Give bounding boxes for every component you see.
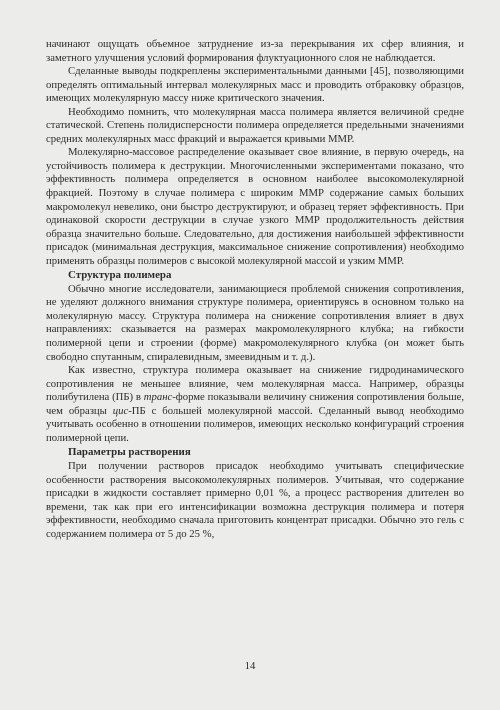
- paragraph-experimental-data: Сделанные выводы подкреплены экспериментальными данными [45], позволяющими определять оптимальный интервал молекулярных масс и проводить отбраковку образцов, имеющих молекулярную массу ниже критического значения.: [46, 65, 464, 105]
- paragraph-structure-influence: Обычно многие исследователи, занимающиеся проблемой снижения сопротивления, не уделяют должного внимания структуре полимера, ориентируясь в основном только на молекулярную массу. Структура полимера на снижение сопротивления влияет в двух направлениях: сказывается на размерах макромолекулярного клубка; на гибкости полимерной цепи и строении (форме) макромолекулярного клубка (он может быть свободно спутанным, спиралевидным, змеевидным и т. д.).: [46, 282, 464, 363]
- paragraph-molecular-mass: Необходимо помнить, что молекулярная масса полимера является величиной средне статической. Степень полидисперсности полимера определяется предельными значениями средних молекулярных масс фракций и выражается кривыми ММР.: [46, 105, 464, 145]
- paragraph-polybutylene: [46, 364, 464, 445]
- text-run: -ПБ с большей молекулярной массой. Сделанный вывод необходимо учитывать особенно в отношении полимеров, имеющих несколько конфигураций строения полимерной цепи.: [46, 404, 464, 444]
- page-body: [46, 38, 464, 541]
- text-run: Как известно, структура полимера оказывает на снижение гидродинамического сопротивления не меньшее влияние, чем молекулярная масса. Например, образцы полибутилена (ПБ) в: [46, 364, 464, 404]
- paragraph-dissolution: При получении растворов присадок необходимо учитывать специфические особенности растворения высокомолекулярных полимеров. Учитывая, что содержание присадки в жидкости составляет примерно 0,01 %, а процесс растворения длителен во времени, так как при его интенсификации возможна деструкция полимера и потеря эффективности, необходимо сначала приготовить концентрат присадки. Обычно это гель с содержанием полимера от 5 до 25 %,: [46, 459, 464, 540]
- italic-trans: транс: [143, 391, 173, 404]
- heading-dissolution-parameters: Параметры растворения: [68, 446, 191, 459]
- paragraph-mmr-distribution: Молекулярно-массовое распределение оказывает свое влияние, в первую очередь, на устойчивость полимера к деструкции. Многочисленными экспериментами показано, что эффективность полимера определяется в основном наиболее высокомолекулярной фракцией. Поэтому в случае полимера с широким ММР содержание самых больших макромолекул невелико, они быстро деструктируют, и образец теряет эффективность. При одинаковой скорости деструкции в случае узкого ММР продолжительность действия образца значительно больше. Следовательно, для достижения наибольшей эффективности присадок (минимальная деструкция, максимальное снижение сопротивления) необходимо применять образцы полимеров с высокой молекулярной массой и узким ММР.: [46, 146, 464, 267]
- paragraph-continuation: начинают ощущать объемное затруднение из-за перекрывания их сфер влияния, и заметного улучшения условий формирования флуктуационного слоя не наблюдается.: [46, 38, 464, 64]
- page-number: 14: [244, 660, 256, 672]
- italic-cis: цис: [112, 404, 129, 417]
- heading-polymer-structure: Структура полимера: [68, 269, 172, 282]
- text-run: -форме показывали величину снижения сопротивления больше, чем образцы: [46, 391, 464, 417]
